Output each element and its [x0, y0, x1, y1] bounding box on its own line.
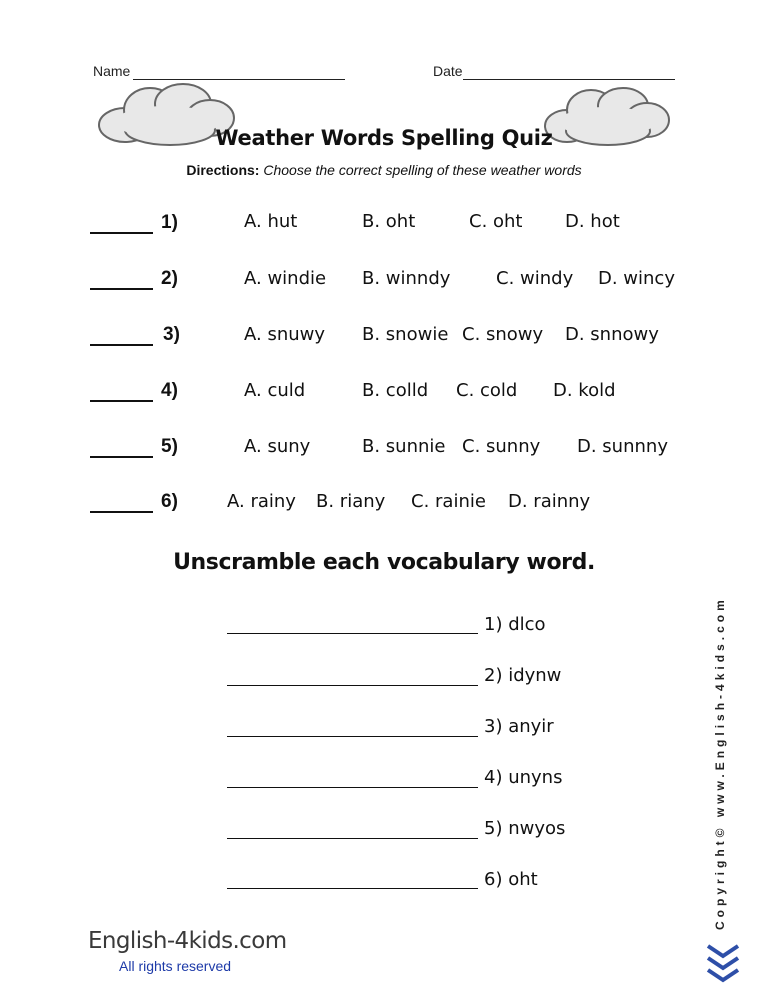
rights-text: All rights reserved: [119, 958, 232, 974]
unscramble-answer-line[interactable]: [227, 888, 478, 889]
question-number: 3): [163, 324, 180, 345]
option-c: C. rainie: [411, 491, 486, 512]
option-b: B. winndy: [362, 268, 451, 289]
answer-blank[interactable]: [90, 232, 153, 234]
option-d: D. wincy: [598, 268, 675, 289]
answer-blank[interactable]: [90, 511, 153, 513]
option-d: D. snnowy: [565, 324, 659, 345]
scrambled-word: 6) oht: [484, 869, 538, 890]
copyright-vertical: Copyright© www.English-4kids.com: [713, 596, 727, 930]
scrambled-word: 2) idynw: [484, 665, 562, 686]
option-a: A. culd: [244, 380, 306, 401]
scrambled-word: 4) unyns: [484, 767, 563, 788]
option-a: A. suny: [244, 436, 311, 457]
option-b: B. riany: [316, 491, 386, 512]
directions: [0, 162, 768, 178]
answer-blank[interactable]: [90, 400, 153, 402]
option-a: A. hut: [244, 211, 298, 232]
option-a: A. rainy: [227, 491, 296, 512]
unscramble-answer-line[interactable]: [227, 685, 478, 686]
directions-text: Choose the correct spelling of these weather words: [263, 162, 582, 178]
option-d: D. rainny: [508, 491, 591, 512]
question-number: 6): [161, 491, 178, 512]
option-b: B. sunnie: [362, 436, 446, 457]
scrambled-word: 3) anyir: [484, 716, 554, 737]
page-title: Weather Words Spelling Quiz: [215, 126, 553, 150]
unscramble-title: Unscramble each vocabulary word.: [173, 550, 595, 575]
answer-blank[interactable]: [90, 344, 153, 346]
option-a: A. windie: [244, 268, 327, 289]
answer-blank[interactable]: [90, 288, 153, 290]
unscramble-answer-line[interactable]: [227, 787, 478, 788]
answer-blank[interactable]: [90, 456, 153, 458]
date-field[interactable]: [463, 79, 675, 80]
option-a: A. snuwy: [244, 324, 326, 345]
question-number: 2): [161, 268, 178, 289]
option-c: C. snowy: [462, 324, 544, 345]
scrambled-word: 1) dlco: [484, 614, 546, 635]
option-b: B. colld: [362, 380, 429, 401]
unscramble-answer-line[interactable]: [227, 633, 478, 634]
scrambled-word: 5) nwyos: [484, 818, 566, 839]
option-b: B. snowie: [362, 324, 449, 345]
option-b: B. oht: [362, 211, 416, 232]
site-logo: English-4kids.com: [88, 928, 287, 954]
chevron-down-icon: [705, 942, 741, 990]
option-c: C. sunny: [462, 436, 541, 457]
directions-label: Directions:: [186, 162, 260, 178]
option-d: D. hot: [565, 211, 620, 232]
question-number: 4): [161, 380, 178, 401]
option-d: D. sunnny: [577, 436, 668, 457]
question-number: 5): [161, 436, 178, 457]
unscramble-answer-line[interactable]: [227, 736, 478, 737]
date-label: Date: [433, 63, 463, 79]
option-c: C. windy: [496, 268, 574, 289]
option-c: C. cold: [456, 380, 518, 401]
unscramble-answer-line[interactable]: [227, 838, 478, 839]
question-number: 1): [161, 212, 178, 233]
name-label: Name: [93, 63, 131, 79]
option-d: D. kold: [553, 380, 616, 401]
option-c: C. oht: [469, 211, 523, 232]
